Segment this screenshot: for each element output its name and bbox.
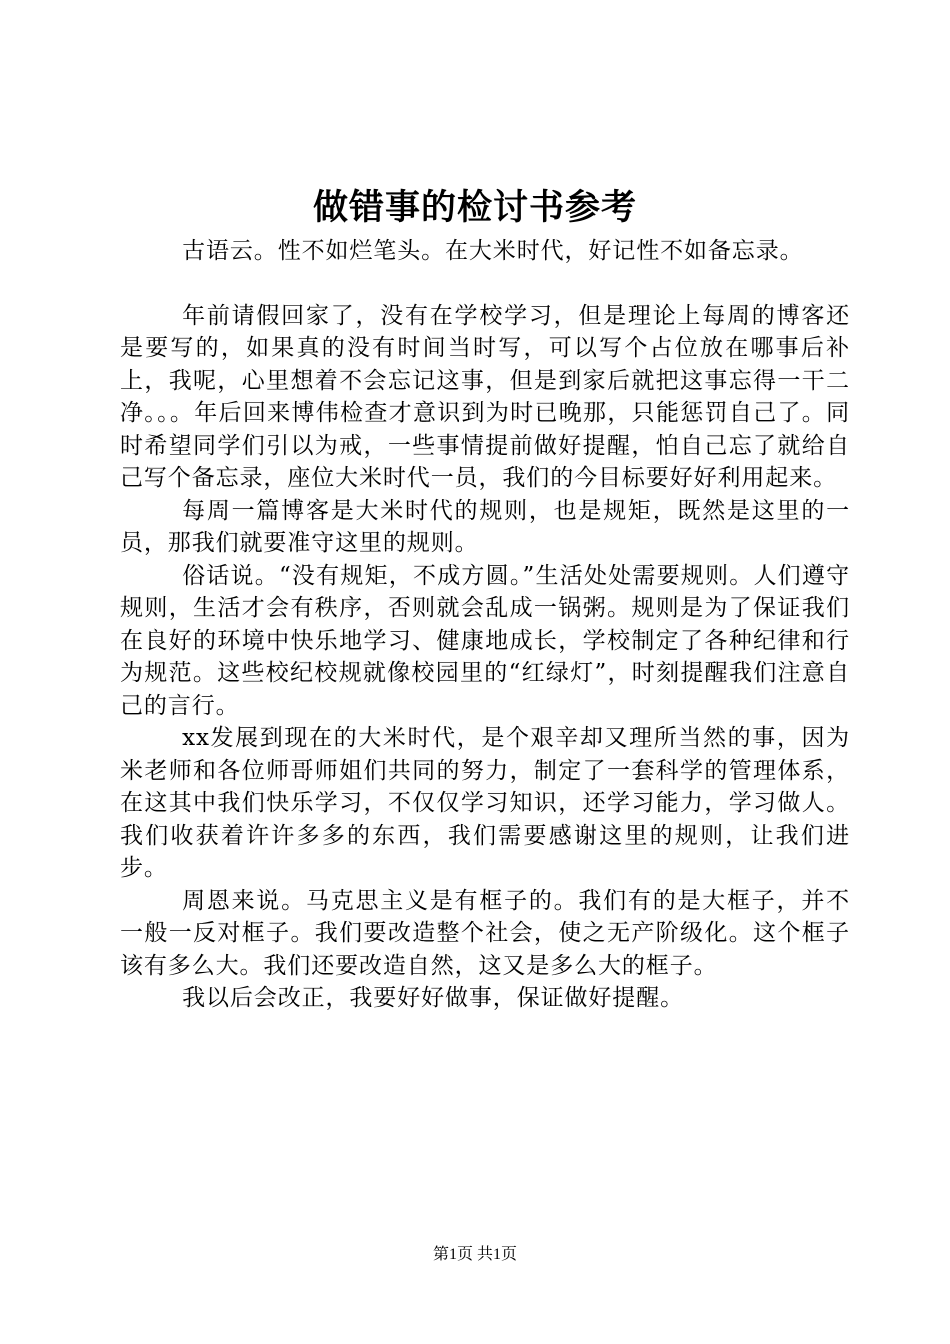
paragraph-4: 俗话说。“没有规矩，不成方圆。”生活处处需要规则。人们遵守规则，生活才会有秩序，否则就会乱成一锅粥。规则是为了保证我们在良好的环境中快乐地学习、健康地成长，学校制定了各种纪律和行为规范。这些校纪校规就像校园里的“红绿灯”，时刻提醒我们注意自己的言行。: [120, 562, 850, 719]
paragraph-2: 年前请假回家了，没有在学校学习，但是理论上每周的博客还是要写的，如果真的没有时间当时写，可以写个占位放在哪事后补上，我呢，心里想着不会忘记这事，但是到家后就把这事忘得一干二净。。。年后回来博伟检查才意识到为时已晚那，只能惩罚自己了。同时希望同学们引以为戒，一些事情提前做好提醒，怕自己忘了就给自己写个备忘录，座位大米时代一员，我们的今目标要好好利用起来。: [120, 302, 850, 491]
paragraph-6: 周恩来说。马克思主义是有框子的。我们有的是大框子，并不一般一反对框子。我们要改造整个社会，使之无产阶级化。这个框子该有多么大。我们还要改造自然，这又是多么大的框子。: [120, 887, 850, 979]
paragraph-5: xx发展到现在的大米时代，是个艰辛却又理所当然的事，因为米老师和各位师哥师姐们共同的努力，制定了一套科学的管理体系，在这其中我们快乐学习，不仅仅学习知识，还学习能力，学习做人。我们收获着许许多多的东西，我们需要感谢这里的规则，让我们进步。: [120, 725, 850, 881]
document-body: [120, 235, 850, 1015]
document-title: 做错事的检讨书参考: [312, 187, 637, 228]
paragraph-7: 我以后会改正，我要好好做事，保证做好提醒。: [182, 985, 684, 1011]
paragraph-1: 古语云。性不如烂笔头。在大米时代，好记性不如备忘录。: [182, 238, 804, 264]
paragraph-3: 每周一篇博客是大米时代的规则，也是规矩，既然是这里的一员，那我们就要准守这里的规则。: [120, 497, 850, 556]
page-footer: 第1页 共1页: [432, 1246, 517, 1263]
